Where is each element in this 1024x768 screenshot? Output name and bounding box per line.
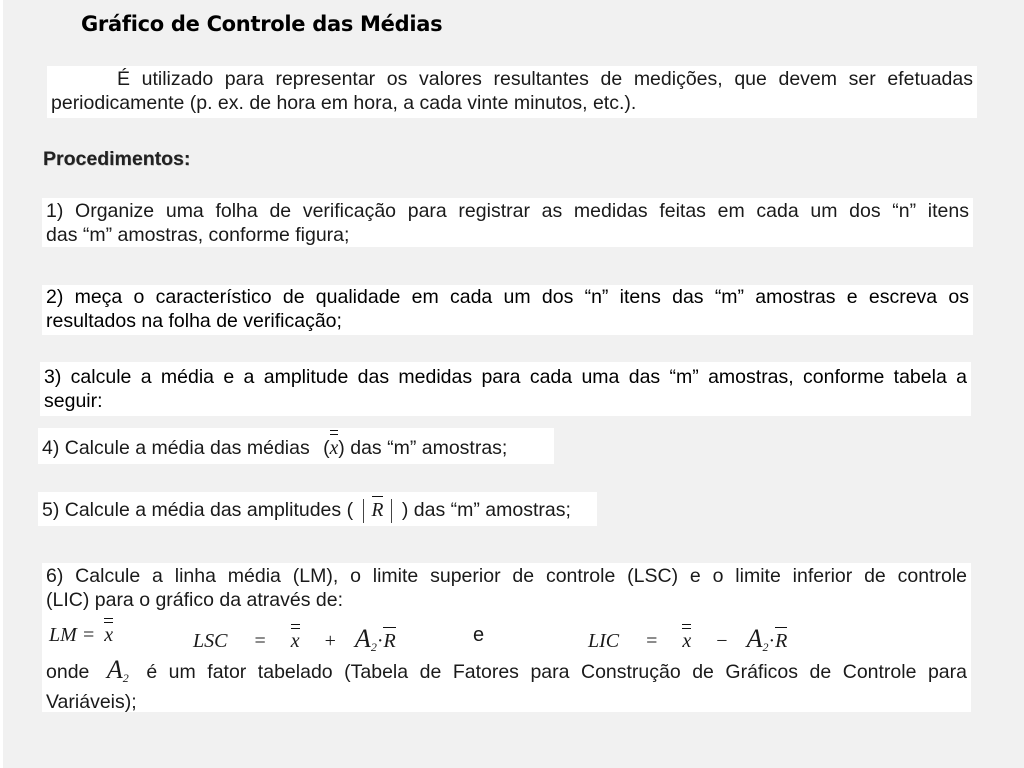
step-4-suffix: das “m” amostras; bbox=[350, 437, 508, 459]
step-2 bbox=[42, 285, 973, 335]
step-4: 4) Calcule a média das médias ( x) das “m” amostras; bbox=[38, 428, 554, 464]
procedures-heading: Procedimentos: bbox=[43, 148, 191, 170]
intro-paragraph bbox=[47, 66, 977, 118]
step-1-line-1: 1) Organize uma folha de verificação para registrar as medidas feitas em cada um dos “n” itens bbox=[46, 200, 969, 222]
step-5 bbox=[38, 492, 597, 526]
step-6 bbox=[42, 563, 971, 712]
step-5-suffix: ) das “m” amostras; bbox=[401, 499, 571, 521]
r-bar-symbol: R bbox=[363, 499, 393, 523]
intro-line-2: periodicamente (p. ex. de hora em hora, a cada vinte minutos, etc.). bbox=[51, 92, 637, 114]
lsc-formula: LSC = $x + A_2\cdot$ R bbox=[193, 624, 396, 654]
x-double-bar-symbol: x bbox=[330, 437, 339, 461]
step-6-line-1: 6) Calcule a linha média (LM), o limite superior de controle (LSC) e o limite inferior de controle bbox=[46, 565, 967, 587]
step-6-line-2: (LIC) para o gráfico da através de: bbox=[46, 589, 343, 611]
step-5-prefix: 5) Calcule a média das amplitudes ( bbox=[42, 499, 354, 521]
step-1-line-2: das “m” amostras, conforme figura; bbox=[46, 224, 350, 246]
step-6-where-line: onde $A_2$ é um fator tabelado (Tabela de Fatores para Construção de Gráficos de Controle para bbox=[46, 655, 967, 685]
step-2-line-1: 2) meça o característico de qualidade em cada um dos “n” itens das “m” amostras e escreva os bbox=[46, 286, 969, 308]
step-3-line-1: 3) calcule a média e a amplitude das medidas para cada uma das “m” amostras, conforme tabela a bbox=[44, 366, 967, 388]
step-1 bbox=[42, 198, 973, 247]
lm-formula: LM = x bbox=[49, 624, 113, 647]
step-6-last-line: Variáveis); bbox=[46, 691, 137, 713]
page-title: Gráfico de Controle das Médias bbox=[81, 12, 443, 36]
lic-formula: LIC = $x - A_2\cdot$ R bbox=[588, 624, 788, 654]
step-4-prefix: 4) Calcule a média das médias bbox=[42, 437, 310, 459]
step-3 bbox=[40, 362, 971, 416]
slide-left-edge bbox=[0, 0, 3, 768]
step-3-line-2: seguir: bbox=[44, 390, 103, 412]
step-2-line-2: resultados na folha de verificação; bbox=[46, 310, 342, 332]
intro-line-1: É utilizado para representar os valores resultantes de medições, que devem ser efetuadas bbox=[117, 68, 973, 90]
and-conjunction: e bbox=[473, 624, 485, 646]
a2-symbol: $A_2$ bbox=[106, 655, 129, 685]
